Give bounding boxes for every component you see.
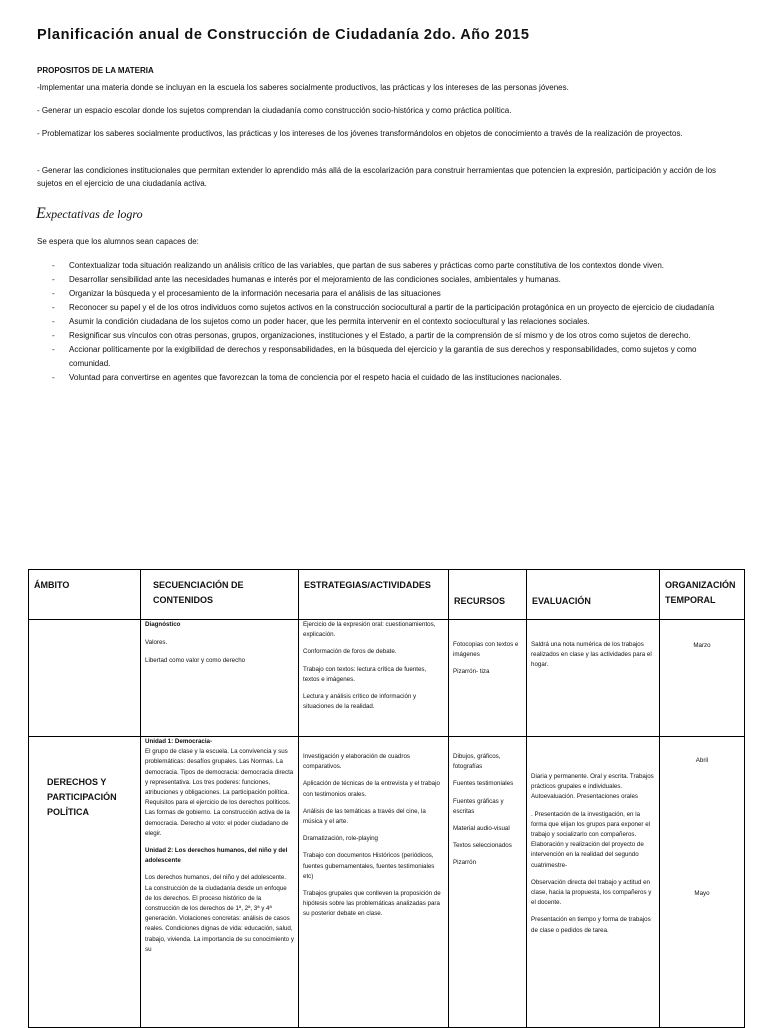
cell-ambito <box>29 620 141 737</box>
cell-recursos: Dibujos, gráficos, fotografías Fuentes testimoniales Fuentes gráficas y escritas Material audio-visual Textos seleccionados Pizarrón <box>449 737 527 1028</box>
header-organizacion: ORGANIZACIÓN TEMPORAL <box>660 570 745 620</box>
proposito-item: -Implementar una materia donde se incluyan en la escuela los saberes socialmente productivos, las prácticas y los intereses de las personas jóvenes. <box>37 83 569 92</box>
cell-contenidos: Unidad 1: Democracia- El grupo de clase y la escuela. La convivencia y sus problemáticas: desafíos grupales. Las Normas. La democracia. Tipos de democracia: democracia directa y representativa. Los tres poderes: funciones, atribuciones y obligaciones. La participación política. Requisitos para el ejercicio de los derechos políticos. Las formas de gobierno. La construcción activa de la democracia. Derecho al voto: el poder ciudadano de elegir. Unidad 2: Los derechos humanos, del niño y del adolescente Los derechos humanos, del niño y del adolescente. La construcción de la ciudadanía desde un enfoque de los derechos. El proceso histórico de la construcción de los derechos de 1ª, 2ª, 3ª y 4ª generación. Violaciones concretas: análisis de casos reales. Condiciones dignas de vida: educación, salud, trabajo, vivienda. La importancia de su conocimiento y su <box>141 737 299 1028</box>
proposito-item: - Problematizar los saberes socialmente productivos, las prácticas y los intereses de los jóvenes transformándolos en objetos de conocimiento a través de la realización de proyectos. <box>37 129 683 138</box>
table-row <box>29 620 745 737</box>
table-row <box>29 737 745 1028</box>
list-item: - Contextualizar toda situación realizando un análisis crítico de las variables, que partan de sus saberes y prácticas como parte constitutiva de los contextos donde viven. <box>52 259 732 273</box>
list-item: - Asumir la condición ciudadana de los sujetos como un poder hacer, que les permita intervenir en el contexto sociocultural y las relaciones sociales. <box>52 315 732 329</box>
month-label: Abril <box>695 757 709 764</box>
header-secuenciacion: SECUENCIACIÓN DE CONTENIDOS <box>141 570 299 620</box>
table-header-row <box>29 570 745 620</box>
proposito-item: - Generar las condiciones institucionales que permitan extender lo aprendido más allá de la escolarización para construir herramientas que potencien la expresión, participación y acción de los sujetos en el ejercicio de una ciudadanía activa. <box>37 166 717 188</box>
expectativas-intro: Se espera que los alumnos sean capaces de: <box>37 237 199 246</box>
header-recursos: RECURSOS <box>449 570 527 620</box>
cell-contenidos: Diagnóstico Valores. Libertad como valor y como derecho <box>141 620 299 737</box>
page-title: Planificación anual de Construcción de Ciudadanía 2do. Año 2015 <box>37 27 530 43</box>
header-estrategias: ESTRATEGIAS/ACTIVIDADES <box>299 570 449 620</box>
cell-temporal <box>660 737 745 1028</box>
proposito-item: - Generar un espacio escolar donde los sujetos comprendan la ciudadanía como construcción socio-histórica y como práctica política. <box>37 106 512 115</box>
list-item: - Reconocer su papel y el de los otros individuos como sujetos activos en la construcción sociocultural a partir de la participación protagónica en un proyecto de ejercicio de ciudadanía <box>52 301 732 315</box>
header-evaluacion: EVALUACIÓN <box>527 570 660 620</box>
cell-evaluacion: Diaria y permanente. Oral y escrita. Trabajos prácticos grupales e individuales. Autoevaluación. Presentaciones orales . Presentación de la investigación, en la forma que elijan los grupos para exponer el trabajo y socializarlo con compañeros. Elaboración y realización del proyecto de intervención en la realidad del segundo cuatrimestre- Observación directa del trabajo y actitud en clase, hacia la propuesta, los compañeros y el docente. Presentación en tiempo y forma de trabajos de clase o pedidos de tarea. <box>527 737 660 1028</box>
cell-recursos: Fotocopias con textos e imágenes Pizarrón- tiza <box>449 620 527 737</box>
list-item: - Voluntad para convertirse en agentes que favorezcan la toma de conciencia por el respeto hacia el cuidado de las instituciones nacionales. <box>52 371 732 385</box>
cell-estrategias: Investigación y elaboración de cuadros comparativos. Aplicación de técnicas de la entrevista y el trabajo con testimonios orales. Análisis de las temáticas a través del cine, la música y el arte. Dramatización, role-playing Trabajo con documentos Históricos (periódicos, fuentes gubernamentales, fuentes testimoniales etc) Trabajos grupales que conlleven la proposición de hipótesis sobre las problemáticas analizadas para su posterior debate en clase. <box>299 737 449 1028</box>
month-label: Marzo <box>693 642 711 649</box>
cell-temporal <box>660 620 745 737</box>
list-item: - Accionar políticamente por la exigibilidad de derechos y responsabilidades, en la búsqueda del ejercicio y la garantía de sus derechos y responsabilidades, como sujetos y como comunidad. <box>52 343 732 371</box>
cell-estrategias: Ejercicio de la expresión oral: cuestionamientos, explicación. Conformación de foros de debate. Trabajo con textos: lectura crítica de fuentes, textos e imágenes. Lectura y análisis crítico de información y situaciones de la realidad. <box>299 620 449 737</box>
header-ambito: ÁMBITO <box>29 570 141 620</box>
expectativas-heading <box>36 205 143 223</box>
list-item: - Resignificar sus vínculos con otras personas, grupos, organizaciones, instituciones y el Estado, a partir de la comprensión de sí mismo y de los otros como sujetos de derecho. <box>52 329 732 343</box>
cell-evaluacion: Saldrá una nota numérica de los trabajos realizados en clase y las actividades para el hogar. <box>527 620 660 737</box>
expectativas-list <box>52 259 732 385</box>
cell-ambito: DERECHOS Y PARTICIPACIÓN POLÍTICA <box>29 737 141 1028</box>
expectativas-heading-initial: E <box>36 205 46 222</box>
planning-table <box>28 569 745 1028</box>
month-label: Mayo <box>694 890 710 897</box>
expectativas-heading-rest: xpectativas de logro <box>45 207 143 221</box>
list-item: - Desarrollar sensibilidad ante las necesidades humanas e interés por el mejoramiento de las condiciones sociales, ambientales y humanas. <box>52 273 732 287</box>
propositos-heading: PROPOSITOS DE LA MATERIA <box>37 66 154 75</box>
list-item: - Organizar la búsqueda y el procesamiento de la información necesaria para el análisis de las situaciones <box>52 287 732 301</box>
